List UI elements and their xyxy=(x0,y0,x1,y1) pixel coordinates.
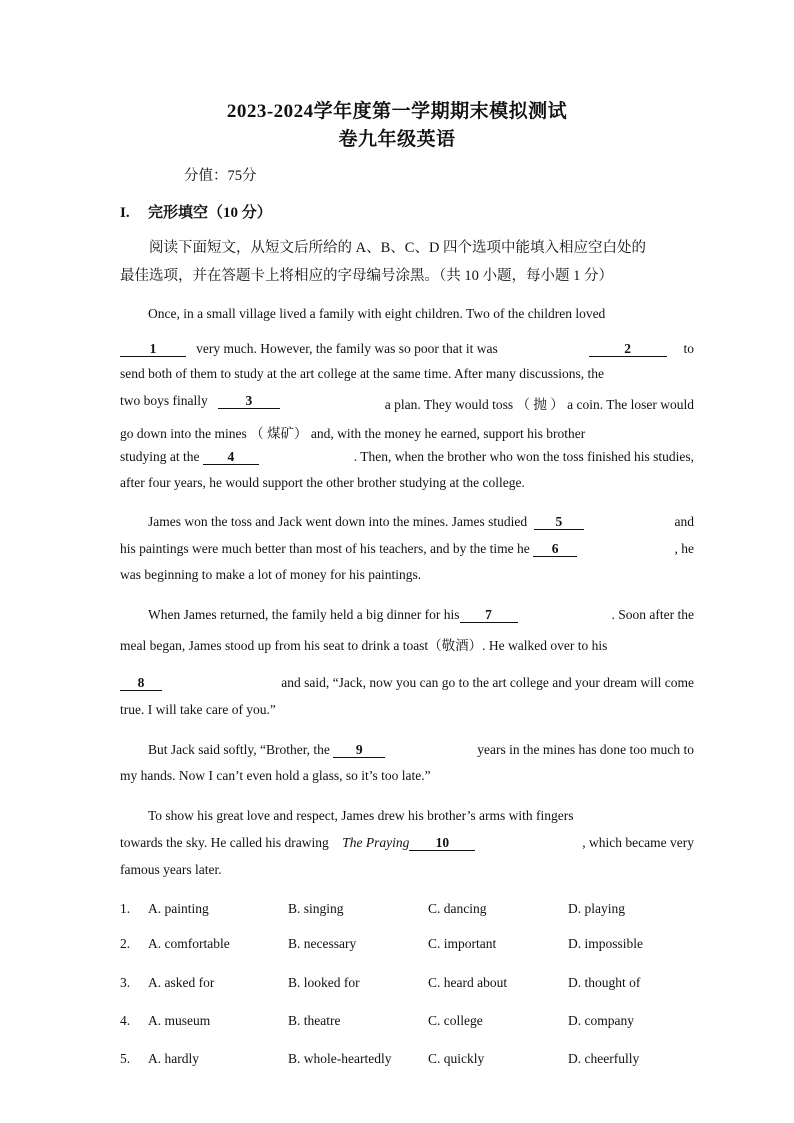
instruction-line-2: 最佳选项，并在答题卡上将相应的字母编号涂黑。（共 10 小题，每小题 1 分） xyxy=(120,268,613,284)
passage-line: When James returned, the family held a big dinner for his 7 . Soon after the xyxy=(148,607,694,622)
blank-3: 3 xyxy=(218,393,280,409)
passage-line: send both of them to study at the art college at the same time. After many discussions, the xyxy=(120,366,605,381)
passage-line: Once, in a small village lived a family with eight children. Two of the children loved xyxy=(148,306,606,321)
passage-line: 1 very much. However, the family was so poor that it was 2 to xyxy=(120,341,694,357)
blank-1: 1 xyxy=(120,341,186,357)
option-row: 2. A. comfortable B. necessary C. important D. impossible xyxy=(120,936,644,951)
option-d: D. impossible xyxy=(568,936,644,951)
passage-line: James won the toss and Jack went down into the mines. James studied 5 and xyxy=(148,514,694,529)
option-a: A. painting xyxy=(148,901,209,916)
option-d: D. thought of xyxy=(568,975,641,990)
section-number: I. xyxy=(120,205,130,221)
instruction-line-1: 阅读下面短文，从短文后所给的 A、B、C、D 四个选项中能填入相应空白处的 xyxy=(149,240,647,256)
passage-line: 8 and said, “Jack, now you can go to the art college and your dream will come xyxy=(120,675,694,691)
option-a: A. comfortable xyxy=(148,936,230,951)
section-title: 完形填空（10 分） xyxy=(148,205,272,221)
option-b: B. necessary xyxy=(288,936,357,951)
passage-line: was beginning to make a lot of money for his paintings. xyxy=(120,567,422,582)
blank-10: 10 xyxy=(409,835,475,851)
option-a: A. asked for xyxy=(148,975,215,990)
option-c: C. important xyxy=(428,936,497,951)
option-d: D. company xyxy=(568,1013,634,1028)
passage-line: To show his great love and respect, James drew his brother’s arms with fingers xyxy=(148,808,574,823)
option-d: D. playing xyxy=(568,901,625,916)
exam-title: 2023-2024学年度第一学期期末模拟测试 xyxy=(226,101,568,122)
passage-line: studying at the 4 . Then, when the brother who won the toss finished his studies, xyxy=(120,449,694,464)
option-b: B. whole-heartedly xyxy=(288,1051,392,1066)
blank-2: 2 xyxy=(589,341,667,357)
passage-line: But Jack said softly, “Brother, the 9 years in the mines has done too much to xyxy=(148,742,694,757)
option-row: 1. A. painting B. singing C. dancing D. playing xyxy=(120,901,625,916)
passage-line: go down into the mines （ 煤矿） and, with the money he earned, support his brother xyxy=(120,426,586,441)
passage-line: true. I will take care of you.” xyxy=(120,702,276,717)
blank-9: 9 xyxy=(333,742,385,758)
blank-7: 7 xyxy=(460,607,518,623)
passage-line: my hands. Now I can’t even hold a glass, so it’s too late.” xyxy=(120,768,431,783)
option-row: 5. A. hardly B. whole-heartedly C. quickly D. cheerfully xyxy=(120,1051,640,1066)
option-row: 4. A. museum B. theatre C. college D. company xyxy=(120,1013,634,1028)
score-label: 分值：75分 xyxy=(184,168,257,184)
option-c: C. dancing xyxy=(428,901,487,916)
passage-line: after four years, he would support the other brother studying at the college. xyxy=(120,475,525,490)
option-b: B. looked for xyxy=(288,975,360,990)
drawing-title: The Praying xyxy=(342,835,410,850)
option-c: C. heard about xyxy=(428,975,508,990)
blank-8: 8 xyxy=(120,675,162,691)
passage-line: famous years later. xyxy=(120,862,222,877)
option-a: A. museum xyxy=(148,1013,211,1028)
passage-line: meal began, James stood up from his seat to drink a toast（敬酒）. He walked over to his xyxy=(120,638,608,653)
passage-line: his paintings were much better than most of his teachers, and by the time he 6 , he xyxy=(120,541,694,556)
option-c: C. quickly xyxy=(428,1051,485,1066)
blank-5: 5 xyxy=(534,514,584,530)
exam-subtitle: 卷九年级英语 xyxy=(338,129,456,150)
option-b: B. theatre xyxy=(288,1013,341,1028)
blank-4: 4 xyxy=(203,449,259,465)
blank-6: 6 xyxy=(533,541,577,557)
option-b: B. singing xyxy=(288,901,344,916)
section-heading xyxy=(120,201,272,222)
option-row: 3. A. asked for B. looked for C. heard about D. thought of xyxy=(120,975,641,990)
passage-line: towards the sky. He called his drawing The Praying 10 , which became very xyxy=(120,835,694,850)
passage-line: two boys finally 3 a plan. They would toss （ 抛 ） a coin. The loser would xyxy=(120,393,694,412)
option-d: D. cheerfully xyxy=(568,1051,640,1066)
option-a: A. hardly xyxy=(148,1051,199,1066)
option-c: C. college xyxy=(428,1013,483,1028)
